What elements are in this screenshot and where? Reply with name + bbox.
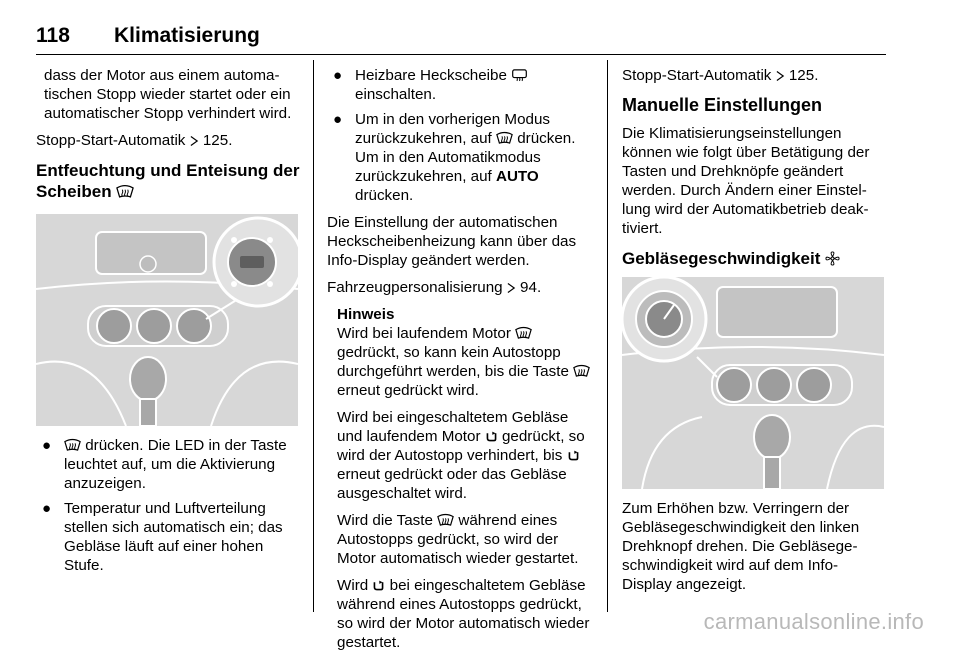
ref-arrow-icon xyxy=(190,135,199,147)
note-paragraph: Wird die Taste während eines Autostopps gedrückt, so wird der Motor automatisch wieder gestartet. xyxy=(337,512,579,567)
auto-label: AUTO xyxy=(495,168,539,185)
fan-knob-illustration xyxy=(622,277,884,489)
defrost-continued-list xyxy=(327,66,593,205)
column-3 xyxy=(622,66,886,602)
column-1 xyxy=(36,66,300,583)
note-paragraph: Wird bei eingeschaltetem Gebläse während eines Autostopps gedrückt, so wird der Motor automatisch wieder gestartet. xyxy=(337,577,590,651)
windscreen-defrost-icon xyxy=(496,131,513,145)
paragraph: Die Klimatisierungseinstellungen können wie folgt über Betätigung der Tasten und Drehknöpfe geändert werden. Durch Ändern einer Einstellung wird der Automatikbetrieb deaktiviert. xyxy=(622,125,870,237)
paragraph: Die Einstellung der automatischen Heckscheibenheizung kann über das Info-Display geändert werden. xyxy=(327,214,577,269)
ref-arrow-icon xyxy=(776,70,785,82)
page-header xyxy=(36,26,886,55)
list-item: ● Um in den vorherigen Modus zurückzukehren, auf drücken. Um in den Automatikmodus zurückzukehren, auf AUTO drücken. xyxy=(333,111,576,204)
note-paragraph: Wird bei laufendem Motor gedrückt, so kann kein Autostopp durchgeführt werden, bis die Taste erneut gedrückt wird. xyxy=(337,324,593,400)
section-heading-manual: Manuelle Einstellungen xyxy=(622,95,823,115)
figure-climate-panel-defrost xyxy=(36,214,298,426)
list-item: ● Heizbare Heckscheibe einschalten. xyxy=(327,66,593,104)
paragraph: Zum Erhöhen bzw. Verringern der Gebläsegeschwindigkeit den linken Drehknopf drehen. Die Gebläsegeschwindigkeit wird auf dem Info-Display angezeigt. xyxy=(622,500,860,593)
ref-arrow-icon xyxy=(507,282,516,294)
auto-stop-icon xyxy=(372,579,385,592)
climate-panel-illustration xyxy=(36,214,298,426)
note-title: Hinweis xyxy=(337,306,395,323)
intro-paragraph: dass der Motor aus einem automatischen Stopp wieder startet oder ein automatischer Stopp verhindert wird. xyxy=(44,67,292,122)
windscreen-defrost-icon xyxy=(515,326,532,340)
fan-icon xyxy=(825,251,840,266)
column-divider xyxy=(607,60,608,612)
windscreen-defrost-icon xyxy=(116,184,134,199)
note-paragraph: Wird bei eingeschaltetem Gebläse und laufendem Motor gedrückt, so wird der Autostopp verhindert, bis erneut gedrückt oder das Gebläse ausgeschaltet wird. xyxy=(337,409,585,502)
list-item: ● Temperatur und Luftverteilung stellen sich automatisch ein; das Gebläse läuft auf einer hohen Stufe. xyxy=(42,500,283,574)
defrost-steps-list xyxy=(36,436,300,575)
cross-reference: Stopp-Start-Automatik 125. xyxy=(36,132,233,149)
rear-window-heat-icon xyxy=(511,68,528,82)
column-2 xyxy=(327,66,593,660)
windscreen-defrost-icon xyxy=(437,513,454,527)
page-number: 118 xyxy=(36,24,70,47)
section-heading-defrost: Entfeuchtung und Enteisung der Scheiben xyxy=(36,161,300,201)
chapter-title: Klimatisierung xyxy=(114,24,260,47)
figure-climate-panel-fan xyxy=(622,277,884,489)
note-box xyxy=(327,305,593,652)
section-heading-fan-speed: Gebläsegeschwindigkeit xyxy=(622,248,886,269)
windscreen-defrost-icon xyxy=(573,364,590,378)
cross-reference: Stopp-Start-Automatik 125. xyxy=(622,67,819,84)
windscreen-defrost-icon xyxy=(64,438,81,452)
watermark: carmanualsonline.info xyxy=(703,609,924,634)
cross-reference: Fahrzeugpersonalisierung 94. xyxy=(327,279,542,296)
auto-stop-icon xyxy=(485,430,498,443)
auto-stop-icon xyxy=(567,449,580,462)
list-item: ● drücken. Die LED in der Taste leuchtet auf, um die Aktivierung anzuzeigen. xyxy=(42,437,287,492)
column-divider xyxy=(313,60,314,612)
